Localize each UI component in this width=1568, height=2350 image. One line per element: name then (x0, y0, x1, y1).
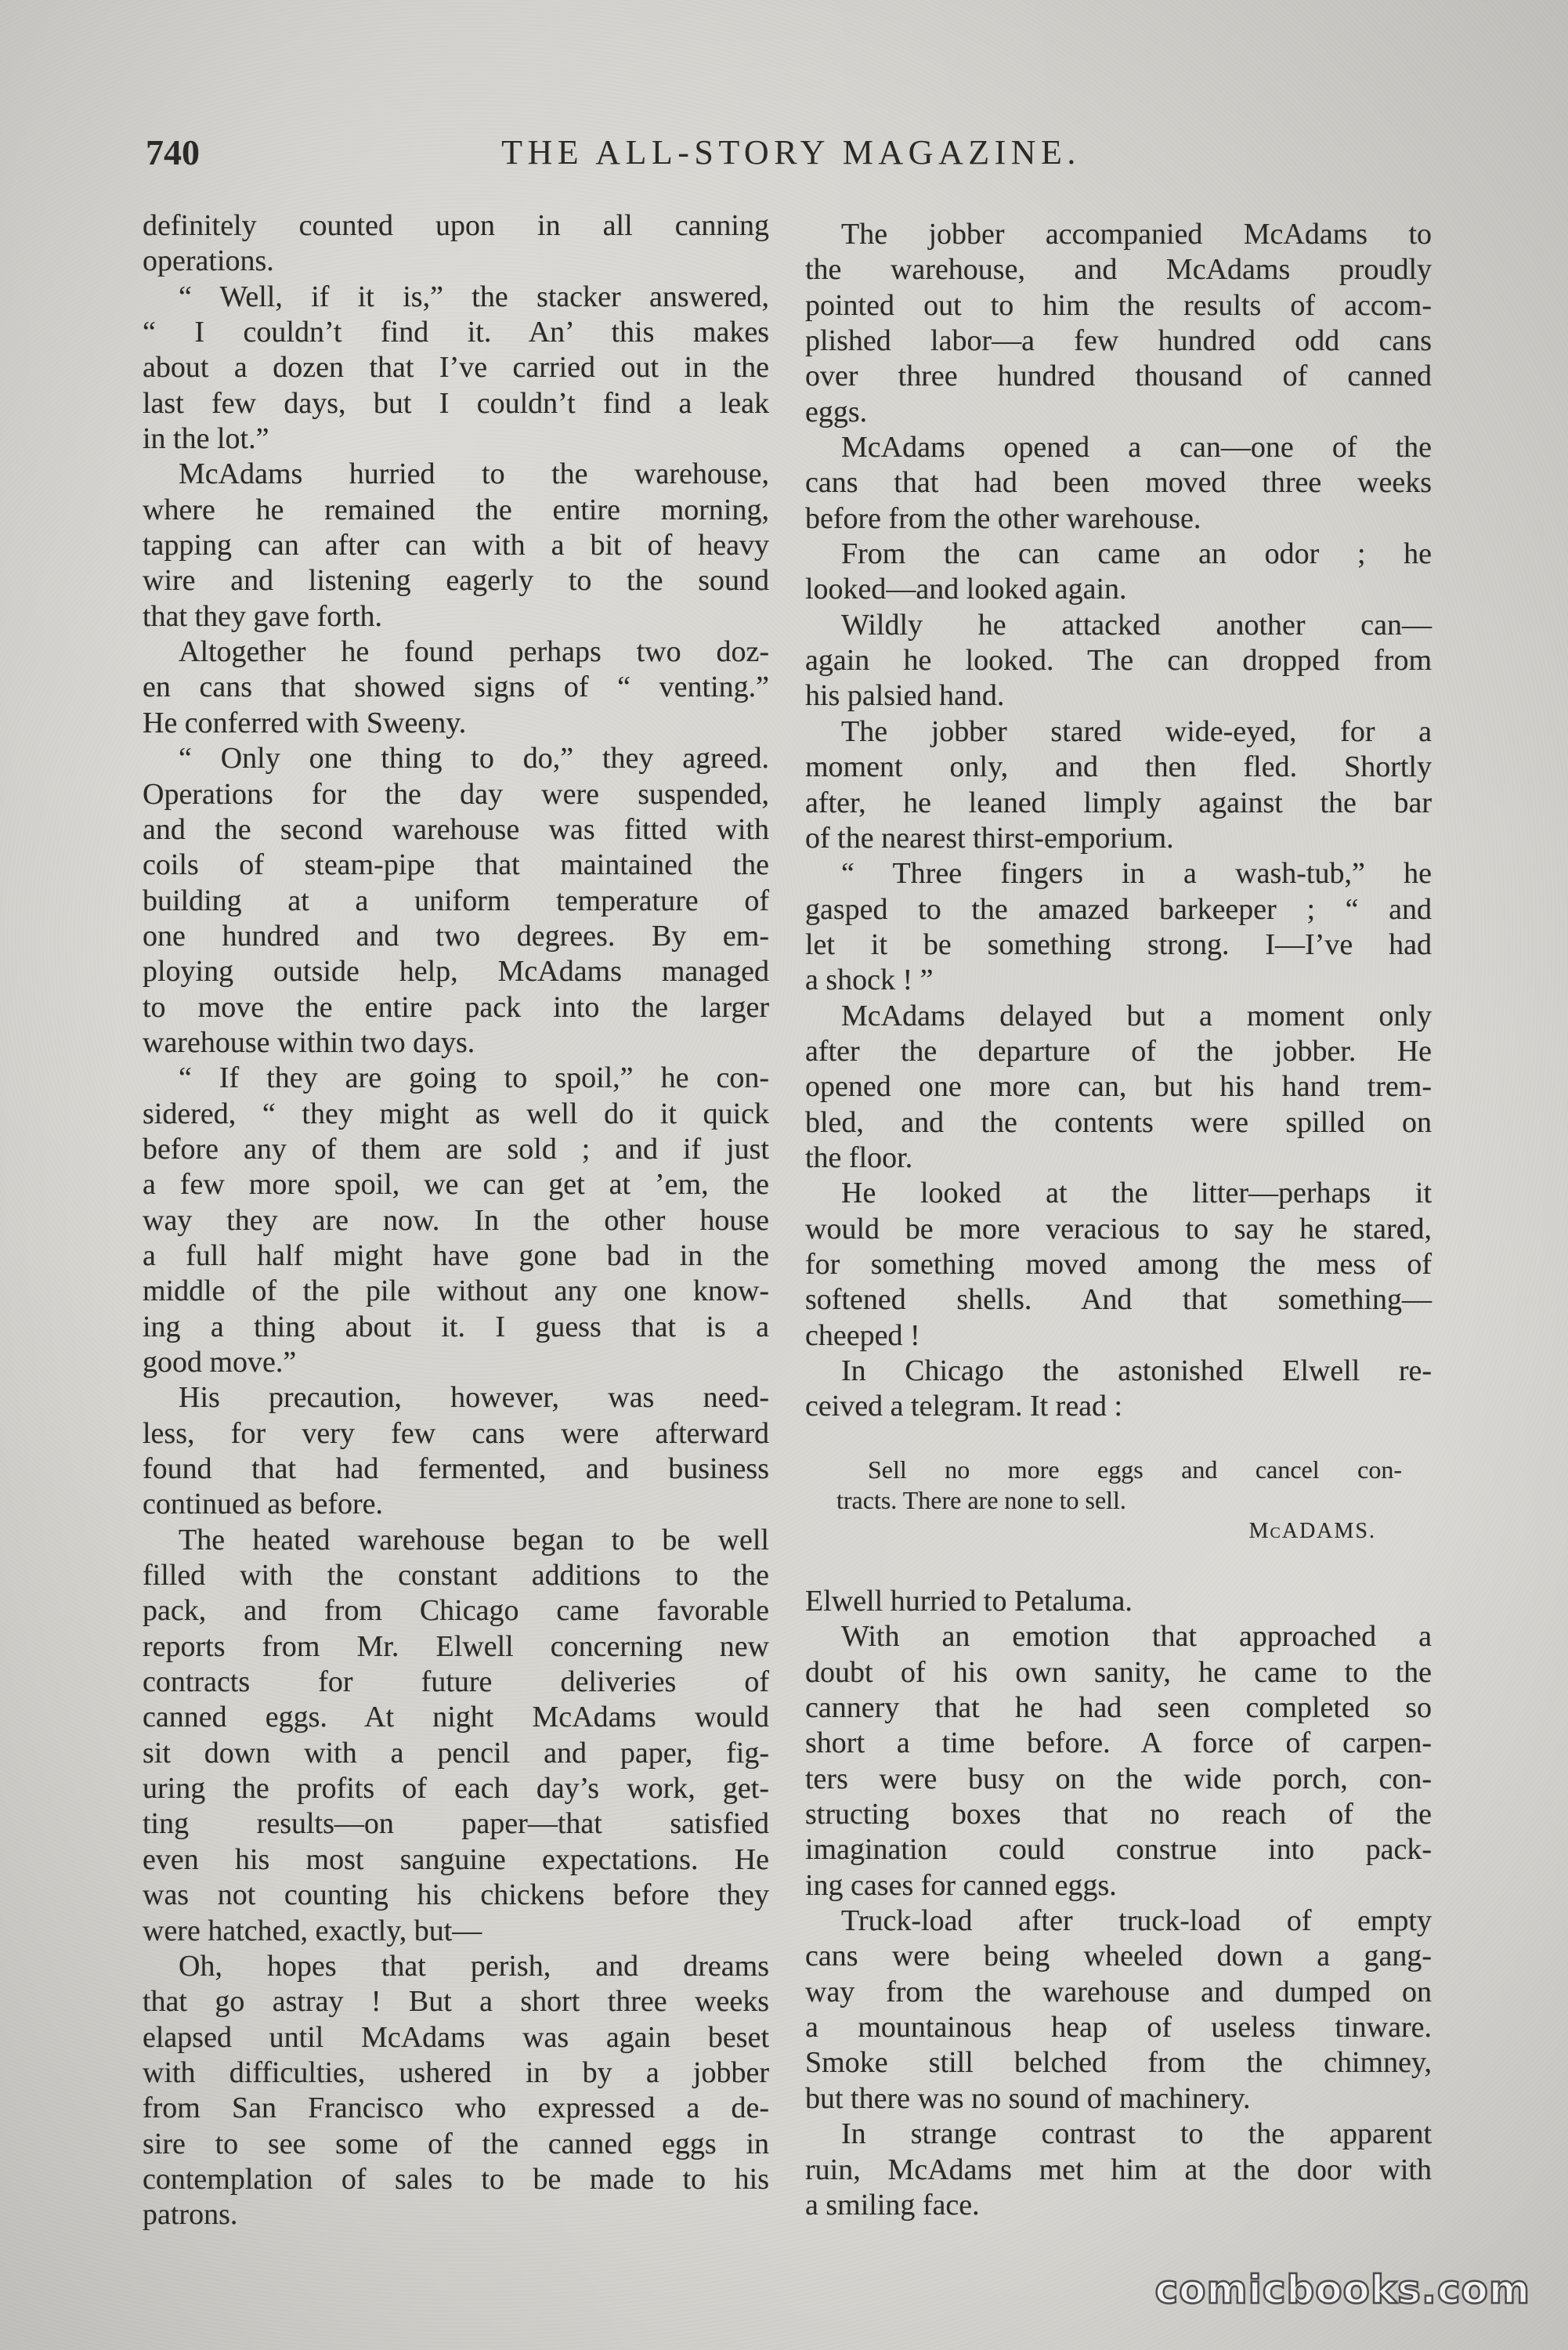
text-line: less, for very few cans were afterward (143, 1416, 769, 1450)
text-line: plished labor—a few hundred odd cans (805, 324, 1432, 358)
right-column-bottom (805, 1584, 1432, 2223)
text-line: ing cases for canned eggs. (805, 1868, 1117, 1902)
text-line: definitely counted upon in all canning (143, 209, 769, 242)
text-line: over three hundred thousand of canned (805, 360, 1432, 393)
text-line: way from the warehouse and dumped on (805, 1975, 1432, 2008)
text-line: ruin, McAdams met him at the door with (805, 2153, 1432, 2186)
text-line: found that had fermented, and business (143, 1452, 769, 1486)
telegram-line: tracts. There are none to sell. (836, 1486, 1126, 1514)
text-line: filled with the constant additions to the (143, 1559, 769, 1593)
text-line: in the lot.” (143, 422, 269, 456)
text-line: From the can came an odor ; he (841, 537, 1432, 571)
text-line: Oh, hopes that perish, and dreams (179, 1949, 769, 1983)
text-line: sidered, “ they might as well do it quick (143, 1097, 769, 1130)
text-line: In Chicago the astonished Elwell re- (841, 1354, 1432, 1387)
paragraph (143, 1523, 769, 1949)
text-line: structing boxes that no reach of the (805, 1798, 1432, 1831)
text-line: after, he leaned limply against the bar (805, 786, 1432, 819)
text-line: elapsed until McAdams was again beset (143, 2020, 769, 2054)
text-line: “ I couldn’t find it. An’ this makes (143, 316, 769, 349)
text-line: way they are now. In the other house (143, 1203, 769, 1237)
text-line: to move the entire pack into the larger (143, 990, 769, 1024)
text-line: a smiling face. (805, 2188, 980, 2222)
paragraph (805, 2117, 1432, 2223)
text-line: contemplation of sales to be made to his (143, 2162, 769, 2196)
text-line: The heated warehouse began to be well (179, 1523, 769, 1556)
text-line: of the nearest thirst-emporium. (805, 821, 1174, 855)
text-line: Smoke still belched from the chimney, (805, 2046, 1432, 2080)
text-line: ceived a telegram. It read : (805, 1390, 1123, 1423)
telegram (836, 1455, 1402, 1547)
text-line: continued as before. (143, 1488, 384, 1521)
text-line: short a time before. A force of carpen- (805, 1726, 1432, 1760)
paragraph (805, 1584, 1432, 1619)
text-line: cheeped ! (805, 1318, 920, 1352)
paragraph (143, 1949, 769, 2233)
paragraph (143, 634, 769, 741)
text-line: He conferred with Sweeny. (143, 706, 467, 739)
text-line: opened one more can, but his hand trem- (805, 1070, 1432, 1104)
paragraph (805, 430, 1432, 537)
text-line: Wildly he attacked another can— (841, 608, 1432, 642)
text-line: “ Only one thing to do,” they agreed. (179, 742, 769, 776)
text-line: With an emotion that approached a (841, 1620, 1432, 1654)
text-line: that go astray ! But a short three weeks (143, 1985, 769, 2019)
text-line: building at a uniform temperature of (143, 884, 769, 917)
text-line: coils of steam-pipe that maintained the (143, 848, 769, 882)
text-line: again he looked. The can dropped from (805, 644, 1432, 678)
paragraph (805, 608, 1432, 714)
text-line: was not counting his chickens before they (143, 1878, 769, 1912)
text-line: “ Well, if it is,” the stacker answered, (179, 280, 769, 313)
right-column-top (805, 217, 1432, 1425)
text-line: ploying outside help, McAdams managed (143, 955, 769, 989)
text-line: good move.” (143, 1346, 297, 1379)
telegram-signature: McADAMS. (1248, 1519, 1376, 1543)
paragraph (805, 1619, 1432, 1904)
text-line: pack, and from Chicago came favorable (143, 1594, 769, 1628)
text-line: softened shells. And that something— (805, 1283, 1432, 1317)
text-line: and the second warehouse was fitted with (143, 812, 769, 846)
text-line: ing a thing about it. I guess that is a (143, 1310, 769, 1343)
left-column (143, 208, 769, 2233)
telegram-line: Sell no more eggs and cancel con- (868, 1455, 1402, 1484)
text-line: Altogether he found perhaps two doz- (179, 635, 769, 669)
text-line: imagination could construe into pack- (805, 1833, 1432, 1867)
text-line: uring the profits of each day’s work, get- (143, 1772, 769, 1806)
text-line: cans that had been moved three weeks (805, 466, 1432, 500)
text-line: “ If they are going to spoil,” he con- (179, 1061, 769, 1095)
text-line: patrons. (143, 2198, 238, 2232)
text-line: His precaution, however, was need- (179, 1381, 769, 1415)
text-line: McAdams delayed but a moment only (841, 999, 1432, 1032)
text-line: middle of the pile without any one know- (143, 1274, 769, 1308)
text-line: The jobber accompanied McAdams to (841, 218, 1432, 251)
text-line: after the departure of the jobber. He (805, 1034, 1432, 1068)
text-line: with difficulties, ushered in by a jobber (143, 2055, 769, 2089)
text-line: the warehouse, and McAdams proudly (805, 253, 1432, 287)
text-line: that they gave forth. (143, 599, 383, 633)
text-line: The jobber stared wide-eyed, for a (841, 714, 1432, 748)
text-line: wire and listening eagerly to the sound (143, 564, 769, 598)
paragraph (805, 217, 1432, 430)
text-line: before from the other warehouse. (805, 501, 1201, 535)
text-line: reports from Mr. Elwell concerning new (143, 1629, 769, 1663)
paragraph (805, 1904, 1432, 2117)
text-line: ting results—on paper—that satisfied (143, 1807, 769, 1841)
text-line: let it be something strong. I—I’ve had (805, 927, 1432, 961)
text-line: his palsied hand. (805, 679, 1005, 713)
paragraph (805, 1176, 1432, 1354)
paragraph (805, 1354, 1432, 1425)
text-line: contracts for future deliveries of (143, 1665, 769, 1699)
text-line: cannery that he had seen completed so (805, 1691, 1432, 1725)
paragraph (143, 280, 769, 457)
text-line: McAdams opened a can—one of the (841, 431, 1432, 465)
text-line: en cans that showed signs of “ venting.” (143, 671, 769, 704)
text-line: a mountainous heap of useless tinware. (805, 2011, 1432, 2044)
paragraph (143, 208, 769, 280)
text-line: for something moved among the mess of (805, 1247, 1432, 1281)
page-number: 740 (146, 132, 200, 172)
text-line: tapping can after can with a bit of heavy (143, 529, 769, 562)
text-line: He looked at the litter—perhaps it (841, 1177, 1432, 1210)
running-header: THE ALL-STORY MAGAZINE. (501, 133, 1081, 172)
text-line: before any of them are sold ; and if just (143, 1132, 769, 1166)
text-line: were hatched, exactly, but— (143, 1914, 482, 1947)
paragraph (143, 741, 769, 1061)
text-line: operations. (143, 244, 274, 278)
text-line: pointed out to him the results of accom- (805, 288, 1432, 322)
text-line: In strange contrast to the apparent (841, 2117, 1432, 2151)
text-line: moment only, and then fled. Shortly (805, 750, 1432, 784)
text-line: ters were busy on the wide porch, con- (805, 1762, 1432, 1795)
text-line: cans were being wheeled down a gang- (805, 1940, 1432, 1973)
text-line: bled, and the contents were spilled on (805, 1105, 1432, 1139)
text-line: last few days, but I couldn’t find a leak (143, 386, 769, 420)
text-line: a few more spoil, we can get at ’em, the (143, 1168, 769, 1202)
text-line: Truck-load after truck-load of empty (841, 1904, 1432, 1938)
text-line: even his most sanguine expectations. He (143, 1842, 769, 1876)
text-line: eggs. (805, 395, 868, 428)
paragraph (143, 1061, 769, 1380)
paragraph (805, 714, 1432, 856)
text-line: McAdams hurried to the warehouse, (179, 457, 769, 491)
paragraph (805, 537, 1432, 608)
text-line: Operations for the day were suspended, (143, 777, 769, 811)
paragraph (143, 457, 769, 634)
text-line: the floor. (805, 1141, 913, 1174)
text-line: Elwell hurried to Petaluma. (805, 1585, 1133, 1618)
text-line: doubt of his own sanity, he came to the (805, 1655, 1432, 1689)
paragraph (805, 856, 1432, 998)
text-line: gasped to the amazed barkeeper ; “ and (805, 892, 1432, 926)
text-line: canned eggs. At night McAdams would (143, 1701, 769, 1734)
text-line: sire to see some of the canned eggs in (143, 2127, 769, 2160)
text-line: looked—and looked again. (805, 573, 1127, 606)
text-line: sit down with a pencil and paper, fig- (143, 1736, 769, 1770)
text-line: one hundred and two degrees. By em- (143, 919, 769, 953)
text-line: where he remained the entire morning, (143, 493, 769, 526)
text-line: would be more veracious to say he stared, (805, 1212, 1432, 1246)
text-line: about a dozen that I’ve carried out in the (143, 351, 769, 385)
text-line: “ Three fingers in a wash-tub,” he (841, 857, 1432, 891)
watermark-logo: comicbooks.com (1154, 2267, 1530, 2312)
text-line: warehouse within two days. (143, 1025, 475, 1059)
text-line: a full half might have gone bad in the (143, 1238, 769, 1272)
text-line: but there was no sound of machinery. (805, 2081, 1251, 2115)
text-line: from San Francisco who expressed a de- (143, 2092, 769, 2125)
paragraph (805, 999, 1432, 1177)
paragraph (143, 1380, 769, 1522)
text-line: a shock ! ” (805, 964, 934, 997)
